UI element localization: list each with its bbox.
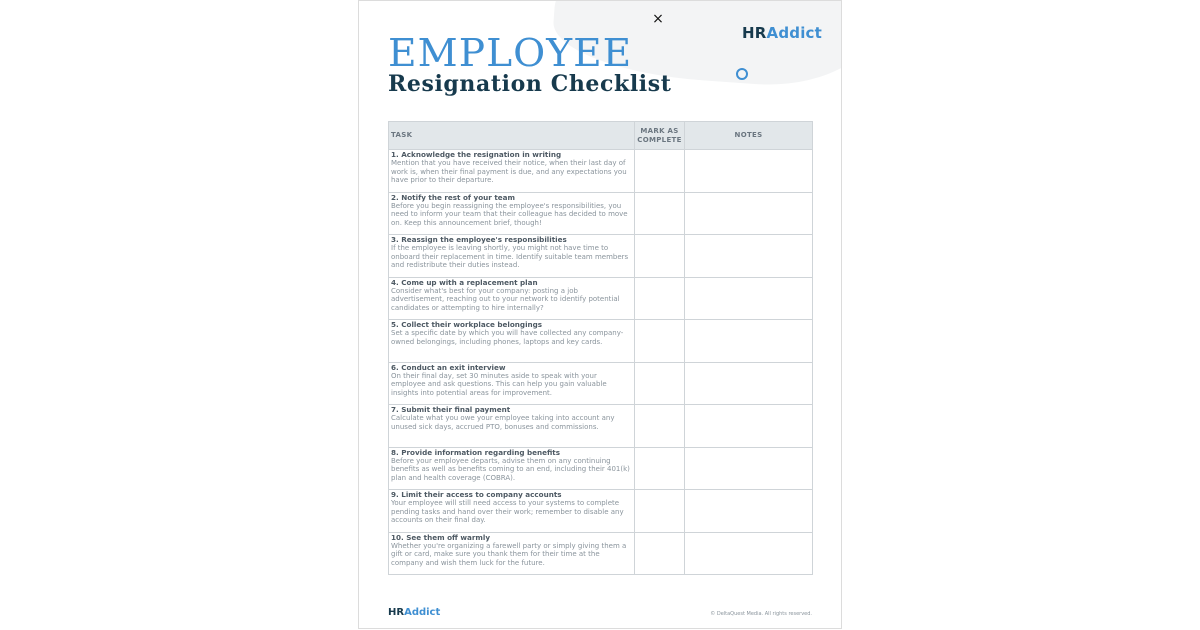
footer-logo-addict: Addict	[404, 607, 441, 618]
task-title: 9. Limit their access to company accounts	[391, 490, 562, 499]
logo-hr: HR	[742, 24, 767, 42]
table-row	[389, 490, 813, 533]
table-row	[389, 150, 813, 193]
hraddict-logo	[742, 24, 822, 42]
task-description: Whether you're organizing a farewell party or simply giving them a gift or card, make sure you thank them for their time at the company and wish them luck for the future.	[391, 541, 627, 567]
notes-field[interactable]	[687, 320, 810, 362]
task-description: Your employee will still need access to your systems to complete pending tasks and hand over their work; remember to disable any accounts on their final day.	[391, 499, 624, 525]
page-subtitle: Resignation Checklist	[388, 71, 672, 97]
task-title: 6. Conduct an exit interview	[391, 362, 506, 372]
mark-complete-field[interactable]	[637, 278, 682, 320]
task-cell	[389, 320, 635, 363]
header-mark-complete: MARK AS COMPLETE	[635, 122, 685, 150]
task-title: 7. Submit their final payment	[391, 405, 511, 414]
footer-logo-hr: HR	[388, 607, 405, 618]
task-description: Calculate what you owe your employee taking into account any unused sick days, accrued PTO, bonuses and commissions.	[391, 414, 615, 431]
mark-complete-cell[interactable]	[635, 235, 685, 278]
notes-cell[interactable]	[685, 192, 813, 235]
task-title: 3. Reassign the employee's responsibilities	[391, 235, 567, 244]
task-cell	[389, 192, 635, 235]
table-row	[389, 362, 813, 405]
task-cell	[389, 235, 635, 278]
mark-complete-cell[interactable]	[635, 447, 685, 490]
notes-cell[interactable]	[685, 320, 813, 363]
task-description: Consider what's best for your company: posting a job advertisement, reaching out to your network to identify potential candidates or attempting to hire internally?	[391, 286, 620, 312]
notes-cell[interactable]	[685, 447, 813, 490]
notes-field[interactable]	[687, 405, 810, 447]
checklist-table	[388, 121, 813, 575]
task-title: 4. Come up with a replacement plan	[391, 277, 538, 287]
table-row	[389, 405, 813, 448]
task-description: Mention that you have received their notice, when their last day of work is, when their final payment is due, and any expectations you have prior to their departure.	[391, 159, 627, 185]
page-title: EMPLOYEE	[388, 31, 633, 75]
task-description: Set a specific date by which you will have collected any company-owned belongings, including phones, laptops and key cards.	[391, 329, 624, 346]
notes-field[interactable]	[687, 533, 810, 575]
task-description: Before you begin reassigning the employee's responsibilities, you need to inform your team that their colleague has decided to move on. Keep this announcement brief, though!	[391, 201, 628, 227]
notes-field[interactable]	[687, 278, 810, 320]
table-row	[389, 235, 813, 278]
table-row	[389, 320, 813, 363]
table-header-row	[389, 122, 813, 150]
task-description: On their final day, set 30 minutes aside to speak with your employee and ask questions. This can help you gain valuable insights into potential areas for improvement.	[391, 371, 607, 397]
mark-complete-cell[interactable]	[635, 150, 685, 193]
task-cell	[389, 277, 635, 320]
task-cell	[389, 150, 635, 193]
notes-cell[interactable]	[685, 277, 813, 320]
mark-complete-cell[interactable]	[635, 192, 685, 235]
circle-decoration-icon	[736, 68, 748, 80]
mark-complete-cell[interactable]	[635, 320, 685, 363]
task-title: 10. See them off warmly	[391, 532, 491, 542]
notes-cell[interactable]	[685, 235, 813, 278]
document-preview	[358, 0, 842, 629]
notes-cell[interactable]	[685, 150, 813, 193]
task-cell	[389, 532, 635, 575]
notes-field[interactable]	[687, 235, 810, 277]
logo-addict: Addict	[766, 24, 823, 42]
mark-complete-cell[interactable]	[635, 490, 685, 533]
footer-logo	[388, 607, 440, 618]
notes-cell[interactable]	[685, 490, 813, 533]
mark-complete-field[interactable]	[637, 193, 682, 235]
mark-complete-field[interactable]	[637, 490, 682, 532]
table-row	[389, 192, 813, 235]
close-icon: ×	[652, 11, 664, 27]
notes-cell[interactable]	[685, 405, 813, 448]
task-cell	[389, 447, 635, 490]
mark-complete-field[interactable]	[637, 405, 682, 447]
mark-complete-field[interactable]	[637, 363, 682, 405]
table-row	[389, 277, 813, 320]
notes-field[interactable]	[687, 490, 810, 532]
mark-complete-cell[interactable]	[635, 362, 685, 405]
task-title: 2. Notify the rest of your team	[391, 192, 515, 202]
task-description: If the employee is leaving shortly, you might not have time to onboard their replacement in time. Identify suitable team members and redistribute their duties instead.	[391, 244, 629, 270]
mark-complete-field[interactable]	[637, 150, 682, 192]
header-notes: NOTES	[685, 122, 813, 150]
task-cell	[389, 362, 635, 405]
task-cell	[389, 405, 635, 448]
table-row	[389, 447, 813, 490]
mark-complete-field[interactable]	[637, 235, 682, 277]
header-task: TASK	[389, 122, 635, 150]
mark-complete-field[interactable]	[637, 320, 682, 362]
mark-complete-field[interactable]	[637, 533, 682, 575]
mark-complete-cell[interactable]	[635, 277, 685, 320]
notes-field[interactable]	[687, 150, 810, 192]
mark-complete-cell[interactable]	[635, 405, 685, 448]
notes-cell[interactable]	[685, 362, 813, 405]
close-button[interactable]	[651, 11, 665, 27]
notes-field[interactable]	[687, 448, 810, 490]
mark-complete-field[interactable]	[637, 448, 682, 490]
task-title: 5. Collect their workplace belongings	[391, 320, 543, 329]
notes-field[interactable]	[687, 193, 810, 235]
task-cell	[389, 490, 635, 533]
table-row	[389, 532, 813, 575]
notes-field[interactable]	[687, 363, 810, 405]
task-title: 1. Acknowledge the resignation in writing	[391, 150, 562, 159]
notes-cell[interactable]	[685, 532, 813, 575]
task-description: Before your employee departs, advise them on any continuing benefits as well as benefits coming to an end, including their 401(k) plan and health coverage (COBRA).	[391, 456, 630, 482]
mark-complete-cell[interactable]	[635, 532, 685, 575]
task-title: 8. Provide information regarding benefits	[391, 447, 561, 457]
copyright-text: © DeltaQuest Media. All rights reserved.	[710, 611, 812, 617]
